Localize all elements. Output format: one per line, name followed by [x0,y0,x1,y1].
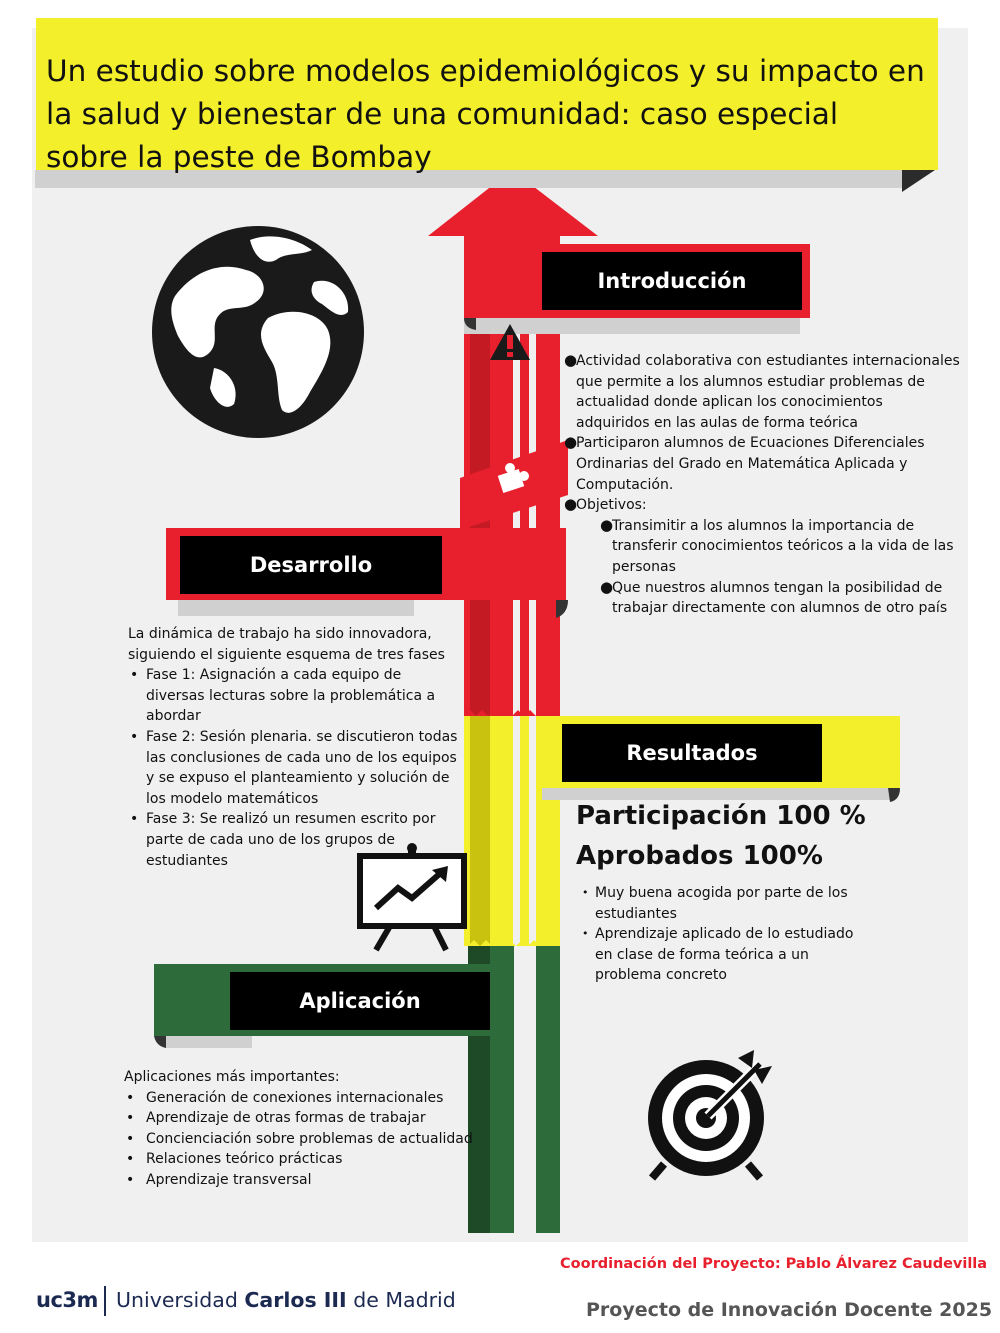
aplicacion-intro: Aplicaciones más importantes: [124,1069,340,1085]
globe-icon [152,226,364,438]
phase-3: Fase 3: Se realizó un resumen escrito por parte de cada uno de los grupos de estudiantes [146,811,436,869]
approved-stat: Aprobados 100% [576,841,823,871]
phase-2: Fase 2: Sesión plenaria. se discutieron todas las conclusiones de cada uno de los equipos y se expuso el planteamiento y solución de los modelo matemáticos [146,728,458,807]
list-item: ● Que nuestros alumnos tengan la posibilidad de trabajar directamente con alumnos de otro país [600,577,948,617]
phase-1: Fase 1: Asignación a cada equipo de diversas lecturas sobre la problemática a abordar [146,667,436,725]
list-item: • Fase 1: Asignación a cada equipo de diversas lecturas sobre la problemática a abordar [130,667,436,725]
list-item: ● Participaron alumnos de Ecuaciones Diferenciales Ordinarias del Grado en Matemática Aplicada y Computación. [564,433,925,493]
list-item: • Aprendizaje transversal [126,1171,312,1188]
uc3m-logo: uc3m [36,1288,98,1312]
logo-separator [104,1286,106,1316]
list-item: • Relaciones teórico prácticas [126,1151,343,1168]
university-name: Universidad Carlos III de Madrid [116,1288,456,1312]
aplicacion-content [124,1067,484,1191]
introduccion-item-2: Participaron alumnos de Ecuaciones Diferenciales Ordinarias del Grado en Matemática Aplicada y Computación. [576,435,925,493]
resultados-stats [576,796,866,876]
desarrollo-content [128,624,464,871]
list-item: • Fase 3: Se realizó un resumen escrito por parte de cada uno de los grupos de estudiantes [130,811,436,869]
resultados-content [582,883,872,986]
introduccion-item-1: Actividad colaborativa con estudiantes internacionales que permite a los alumnos estudiar problemas de actualidad donde aplican los conocimientos adquiridos en las aulas de forma teórica [576,353,960,431]
list-item: • Concienciación sobre problemas de actualidad [126,1130,473,1147]
participation-stat: Participación 100 % [576,801,866,831]
objective-item-1: Transimitir a los alumnos la importancia de transferir conocimientos teóricos a la vida de las personas [612,517,954,575]
list-item: ● Actividad colaborativa con estudiantes internacionales que permite a los alumnos estudiar problemas de actualidad donde aplican los conocimientos adquiridos en las aulas de forma teórica [564,351,960,431]
aplicacion-heading: Aplicación [299,989,421,1013]
list-item: • Fase 2: Sesión plenaria. se discutieron todas las conclusiones de cada uno de los equipos y se expuso el planteamiento y solución de los modelo matemáticos [130,728,458,807]
list-item: ● Transimitir a los alumnos la importancia de transferir conocimientos teóricos a la vida de las personas [600,515,954,575]
introduccion-heading: Introducción [597,269,747,293]
list-item: • Generación de conexiones internacionales [126,1089,444,1106]
list-item: • Aprendizaje aplicado de lo estudiado en clase de forma teórica a un problema concreto [582,926,854,984]
target-icon [648,1050,772,1178]
page-title: Un estudio sobre modelos epidemiológicos y su impacto en la salud y bienestar de una comunidad: caso especial sobre la peste de Bombay [46,54,925,174]
list-item: • Aprendizaje de otras formas de trabajar [126,1110,426,1127]
desarrollo-heading: Desarrollo [249,553,373,577]
introduccion-content [564,351,960,619]
resultado-item-2: Aprendizaje aplicado de lo estudiado en clase de forma teórica a un problema concreto [595,926,854,984]
project-label: Proyecto de Innovación Docente 2025 [586,1299,993,1321]
objective-item-2: Que nuestros alumnos tengan la posibilidad de trabajar directamente con alumnos de otro país [612,579,948,617]
list-item: • Muy buena acogida por parte de los estudiantes [582,885,848,922]
resultados-heading: Resultados [626,741,758,765]
resultado-item-1: Muy buena acogida por parte de los estudiantes [595,885,848,922]
desarrollo-intro: La dinámica de trabajo ha sido innovadora, siguiendo el siguiente esquema de tres fases [128,626,445,663]
list-item: ● Objetivos: [564,495,647,514]
coordination-credit: Coordinación del Proyecto: Pablo Álvarez Caudevilla [560,1256,988,1272]
objectives-label: Objetivos: [576,497,647,514]
